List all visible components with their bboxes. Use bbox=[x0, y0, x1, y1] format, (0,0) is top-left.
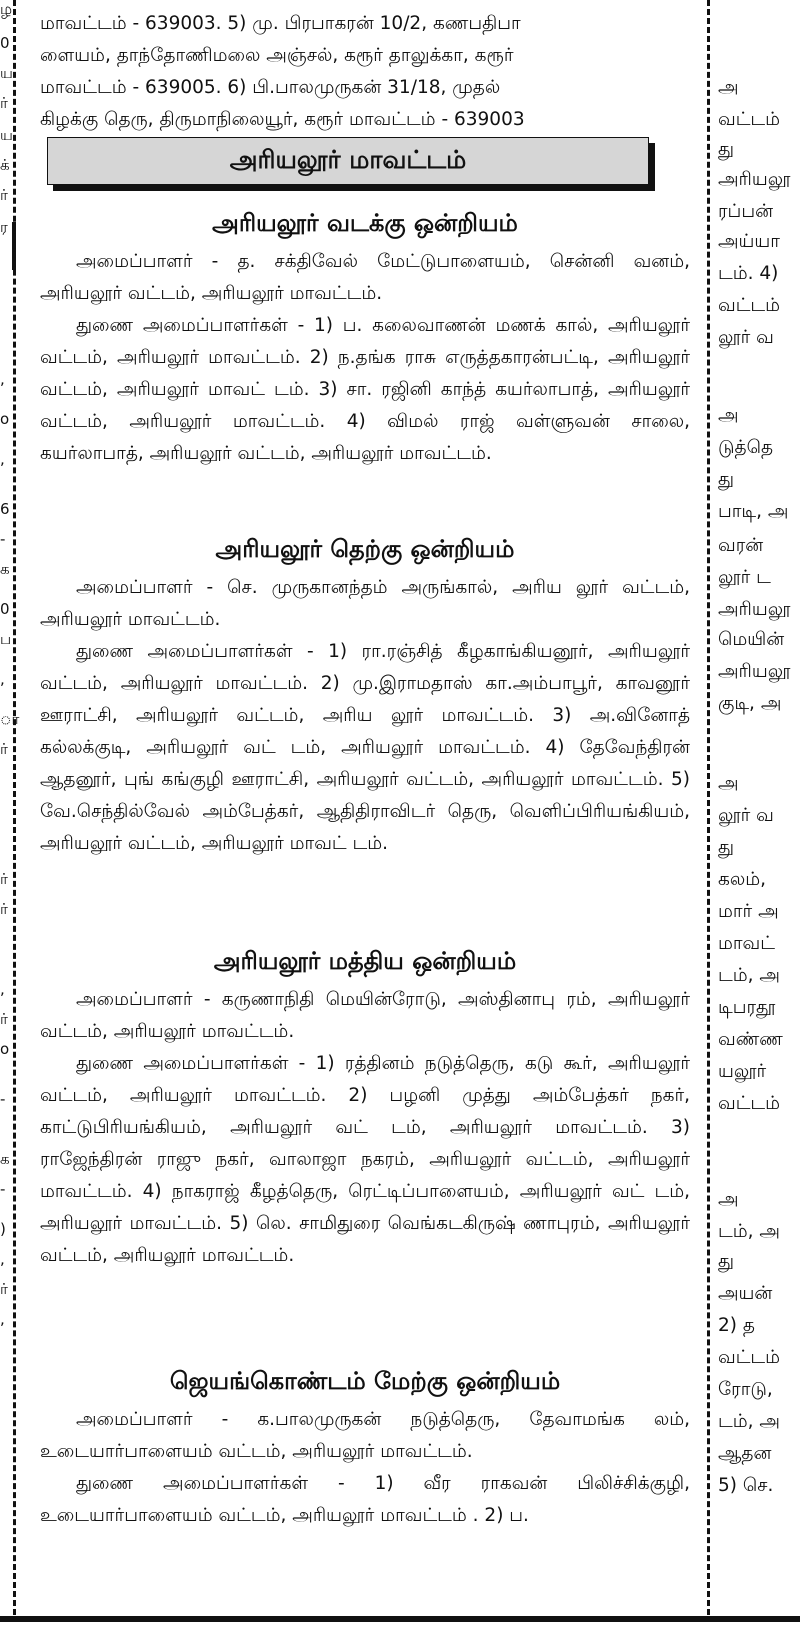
right-edge-fragment: மார் அ bbox=[718, 901, 779, 922]
page-bottom-margin bbox=[0, 1622, 800, 1647]
right-edge-fragment: அ bbox=[718, 77, 739, 98]
left-edge-fragment: க bbox=[0, 560, 10, 578]
left-edge-fragment: , bbox=[0, 1250, 5, 1268]
left-edge-fragment: 0 bbox=[0, 600, 10, 618]
right-edge-fragment: கலம், bbox=[718, 869, 766, 890]
right-edge-fragment: அ bbox=[718, 773, 739, 794]
left-edge-fragment: க bbox=[0, 1150, 10, 1168]
right-edge-fragment: அரியலூ bbox=[718, 661, 791, 682]
right-edge-fragment: து bbox=[718, 139, 735, 160]
right-edge-fragment: வட்டம் bbox=[718, 295, 781, 316]
district-title: அரியலூர் மாவட்டம் bbox=[229, 144, 467, 174]
left-edge-fragment: ) bbox=[0, 1220, 6, 1238]
left-edge-fragment: ய bbox=[0, 126, 13, 144]
left-edge-fragment: ர் bbox=[0, 900, 8, 918]
left-edge-fragment: - bbox=[0, 1090, 6, 1108]
left-edge-fragment: ா bbox=[0, 710, 20, 728]
union-section bbox=[40, 532, 690, 860]
left-edge-fragment: , bbox=[0, 670, 5, 688]
right-edge-fragment: லூர் வ bbox=[718, 327, 774, 348]
deputy-organizers-paragraph: துணை அமைப்பாளர்கள் - 1) ப. கலைவாணன் மணக் கால், அரியலூர் வட்டம், அரியலூர் மாவட்டம். 2) ந.தங்க ராசு எருத்தகாரன்பட்டி, அரியலூர் வட்டம், அரியலூர் மாவட் டம். 3) சா. ரஜினி காந்த் கயர்லாபாத், அரியலூர் வட்டம், அரியலூர் மாவட்டம். 4) விமல் ராஜ் வள்ளுவன் சாலை, கயர்லாபாத், அரியலூர் வட்டம், அரியலூர் மாவட்டம். bbox=[40, 315, 690, 464]
right-edge-fragment: பாடி, அ bbox=[718, 501, 789, 522]
right-edge-fragment: வரன் bbox=[718, 535, 764, 556]
right-edge-fragment: து bbox=[718, 837, 735, 858]
left-edge-fragment: ழ bbox=[0, 0, 13, 18]
organizer-paragraph: அமைப்பாளர் - த. சக்திவேல் மேட்டுபாளையம், சென்னி வனம், அரியலூர் வட்டம், அரியலூர் மாவட்டம். bbox=[40, 251, 690, 304]
right-edge-fragment: வண்ண bbox=[718, 1029, 783, 1050]
deputy-organizers-paragraph: துணை அமைப்பாளர்கள் - 1) ரத்தினம் நடுத்தெரு, கடு கூர், அரியலூர் வட்டம், அரியலூர் மாவட்டம். 2) பழனி முத்து அம்பேத்கர் நகர், காட்டுபிரியங்கியம், அரியலூர் வட் டம், அரியலூர் மாவட்டம். 3) ராஜேந்திரன் ராஜு நகர், வாலாஜா நகரம், அரியலூர் வட்டம், அரியலூர் மாவட்டம். 4) நாகராஜ் கீழத்தெரு, ரெட்டிப்பாளையம், அரியலூர் வட் டம், அரியலூர் மாவட்டம். 5) லெ. சாமிதுரை வெங்கடகிருஷ் ணாபுரம், அரியலூர் வட்டம், அரியலூர் மாவட்டம். bbox=[40, 1053, 690, 1266]
right-edge-fragment: அ bbox=[718, 1189, 739, 1210]
right-edge-fragment: அய்யா bbox=[718, 231, 780, 252]
left-edge-fragment: , bbox=[0, 980, 5, 998]
union-section bbox=[40, 206, 690, 470]
left-edge-fragment: , bbox=[0, 450, 5, 468]
text-line: மாவட்டம் - 639005. 6) பி.பாலமுருகன் 31/18, முதல் bbox=[40, 77, 501, 98]
district-banner bbox=[47, 137, 649, 185]
left-edge-fragment: , bbox=[0, 1310, 5, 1328]
left-edge-fragment: o bbox=[0, 410, 10, 428]
right-edge-fragment: லூர் ட bbox=[718, 567, 771, 588]
organizer-paragraph: அமைப்பாளர் - க.பாலமுருகன் நடுத்தெரு, தேவாமங்க லம், உடையார்பாளையம் வட்டம், அரியலூர் மாவட்டம். bbox=[40, 1409, 690, 1462]
right-edge-fragment: அ bbox=[718, 405, 739, 426]
union-section bbox=[40, 1364, 690, 1532]
right-edge-fragment: ஆதன bbox=[718, 1443, 772, 1464]
right-edge-fragment: அயன் bbox=[718, 1283, 773, 1304]
right-column-divider bbox=[707, 0, 710, 1615]
left-edge-fragment: ர் bbox=[0, 740, 8, 758]
right-edge-fragment: டம், அ bbox=[718, 1411, 780, 1432]
right-edge-fragment: டிபரதூ bbox=[718, 997, 776, 1018]
right-edge-fragment: அரியலூ bbox=[718, 169, 791, 190]
right-edge-fragment: டம், அ bbox=[718, 965, 780, 986]
right-edge-fragment: டம். 4) bbox=[718, 263, 779, 284]
left-edge-fragment: - bbox=[0, 530, 6, 548]
right-edge-fragment: வட்டம் bbox=[718, 1347, 781, 1368]
left-edge-fragment: o bbox=[0, 1040, 10, 1058]
right-edge-fragment: வட்டம் bbox=[718, 109, 781, 130]
deputy-organizers-paragraph: துணை அமைப்பாளர்கள் - 1) ரா.ரஞ்சித் கீழகாங்கியனூர், அரியலூர் வட்டம், அரியலூர் மாவட்டம். 2) மு.இராமதாஸ் கா.அம்பாபூர், காவனூர் ஊராட்சி, அரியலூர் வட்டம், அரிய லூர் மாவட்டம். 3) அ.வினோத் கல்லக்குடி, அரியலூர் வட் டம், அரியலூர் மாவட்டம். 4) தேவேந்திரன் ஆதனூர், புங் கங்குழி ஊராட்சி, அரியலூர் வட்டம், அரியலூர் மாவட்டம். 5) வே.செந்தில்வேல் அம்பேத்கர், ஆதிதிராவிடர் தெரு, வெளிப்பிரியங்கியம், அரியலூர் வட்டம், அரியலூர் மாவட் டம். bbox=[40, 641, 690, 854]
left-edge-fragment: ர் bbox=[0, 186, 8, 204]
left-edge-fragment: , bbox=[0, 370, 5, 388]
left-column-divider bbox=[13, 0, 16, 1615]
left-edge-fragment: ர் bbox=[0, 1280, 8, 1298]
section-heading: அரியலூர் தெற்கு ஒன்றியம் bbox=[215, 535, 515, 563]
union-section bbox=[40, 944, 690, 1272]
right-edge-fragment: அரியலூ bbox=[718, 599, 791, 620]
section-heading: அரியலூர் மத்திய ஒன்றியம் bbox=[213, 947, 517, 975]
organizer-paragraph: அமைப்பாளர் - செ. முருகானந்தம் அருங்கால், அரிய லூர் வட்டம், அரியலூர் மாவட்டம். bbox=[40, 577, 690, 630]
right-edge-fragment: ரப்பன் bbox=[718, 201, 774, 222]
right-edge-fragment: ரோடு, bbox=[718, 1379, 773, 1400]
text-line: ளையம், தாந்தோணிமலை அஞ்சல், கரூர் தாலுக்கா, கரூர் bbox=[40, 45, 514, 66]
right-edge-fragment: மெயின் bbox=[718, 629, 785, 650]
right-edge-fragment: து bbox=[718, 1251, 735, 1272]
organizer-paragraph: அமைப்பாளர் - கருணாநிதி மெயின்ரோடு, அஸ்தினாபு ரம், அரியலூர் வட்டம், அரியலூர் மாவட்டம். bbox=[40, 989, 690, 1042]
right-edge-fragment: து bbox=[718, 469, 735, 490]
right-edge-fragment: வட்டம் bbox=[718, 1093, 781, 1114]
right-edge-fragment: டுத்தெ bbox=[718, 437, 774, 458]
left-edge-fragment: - bbox=[0, 1180, 6, 1198]
left-edge-fragment: ர் bbox=[0, 94, 8, 112]
left-edge-fragment: ய bbox=[0, 64, 13, 82]
right-edge-fragment: மாவட் bbox=[718, 933, 775, 954]
right-edge-fragment: லூர் வ bbox=[718, 805, 774, 826]
right-column-fragments bbox=[718, 0, 800, 1600]
right-edge-fragment: யலூர் bbox=[718, 1061, 767, 1082]
right-edge-fragment: 5) செ. bbox=[718, 1475, 774, 1496]
left-edge-fragment: ர் bbox=[0, 1010, 8, 1028]
previous-section-continuation bbox=[40, 8, 690, 136]
left-edge-fragment: க் bbox=[0, 156, 10, 174]
text-line: மாவட்டம் - 639003. 5) மு. பிரபாகரன் 10/2, கணபதிபா bbox=[40, 13, 521, 34]
right-edge-fragment: குடி, அ bbox=[718, 693, 782, 714]
deputy-organizers-paragraph: துணை அமைப்பாளர்கள் - 1) வீர ராகவன் பிலிச்சிக்குழி, உடையார்பாளையம் வட்டம், அரியலூர் மாவட்டம் . 2) ப. bbox=[40, 1473, 690, 1526]
left-edge-fragment: 0 bbox=[0, 34, 10, 52]
section-heading: அரியலூர் வடக்கு ஒன்றியம் bbox=[212, 209, 518, 237]
left-edge-fragment: ப bbox=[0, 630, 12, 648]
left-edge-fragment: 6 bbox=[0, 500, 10, 518]
section-heading: ஜெயங்கொண்டம் மேற்கு ஒன்றியம் bbox=[169, 1367, 561, 1395]
left-edge-fragment: ர் bbox=[0, 870, 8, 888]
right-edge-fragment: டம், அ bbox=[718, 1221, 780, 1242]
left-edge-fragment: ர bbox=[0, 218, 8, 236]
right-edge-fragment: 2) த bbox=[718, 1315, 755, 1336]
text-line: கிழக்கு தெரு, திருமாநிலையூர், கரூர் மாவட்டம் - 639003 bbox=[40, 109, 525, 130]
